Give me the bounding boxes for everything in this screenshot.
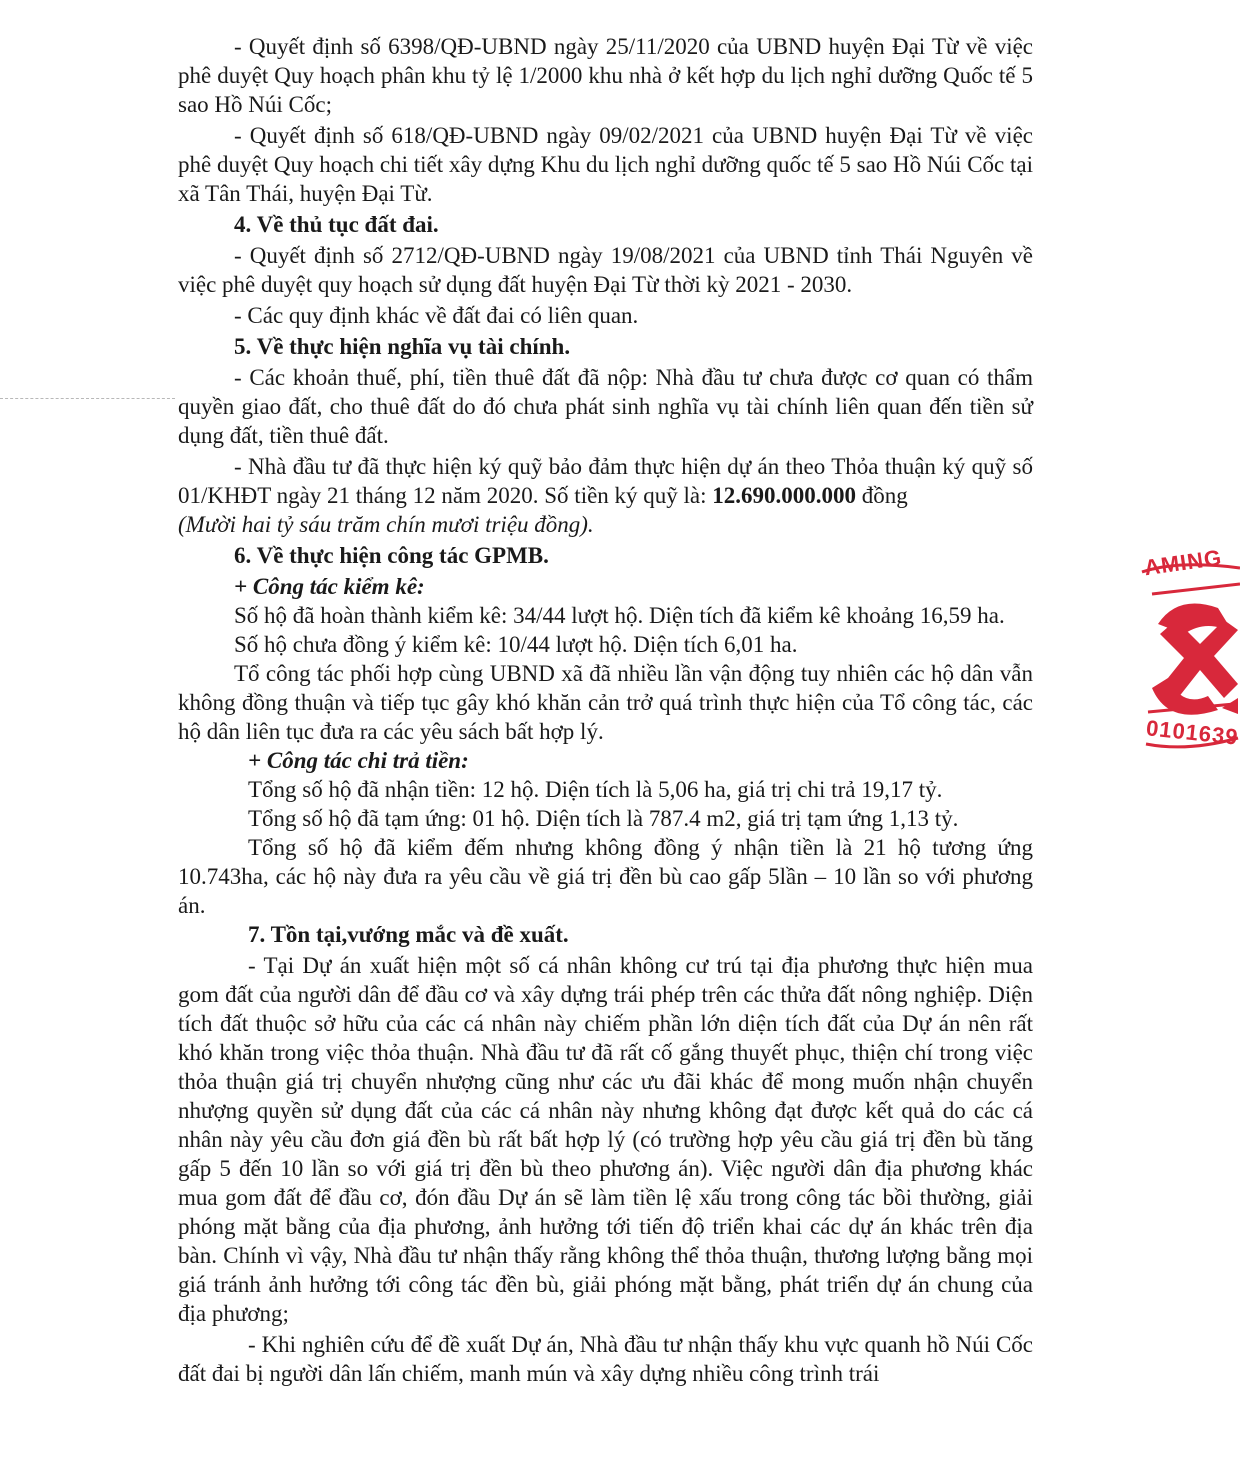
paragraph-payment-advance: Tổng số hộ đã tạm ứng: 01 hộ. Diện tích là 787.4 m2, giá trị tạm ứng 1,13 tỷ.: [248, 806, 959, 831]
subheading-inventory: + Công tác kiểm kê:: [234, 574, 425, 599]
seal-top-text: AMING: [1142, 544, 1224, 581]
paragraph-decision-2712: - Quyết định số 2712/QĐ-UBND ngày 19/08/2021 của UBND tỉnh Thái Nguyên về việc phê duyệt quy hoạch sử dụng đất huyện Đại Từ thời kỳ 2021 - 2030.: [178, 243, 1033, 297]
red-company-seal: [1138, 538, 1240, 770]
section-heading-7: 7. Tồn tại,vướng mắc và đề xuất.: [248, 922, 569, 947]
paragraph-decision-6398: - Quyết định số 6398/QĐ-UBND ngày 25/11/2020 của UBND huyện Đại Từ về việc phê duyệt Quy hoạch phân khu tỷ lệ 1/2000 khu nhà ở kết hợp du lịch nghỉ dưỡng Quốc tế 5 sao Hồ Núi Cốc;: [178, 34, 1033, 117]
paragraph-other-regulations: - Các quy định khác về đất đai có liên quan.: [234, 303, 639, 328]
paragraph-work-group: Tổ công tác phối hợp cùng UBND xã đã nhiều lần vận động tuy nhiên các hộ dân vẫn không đồng thuận và tiếp tục gây khó khăn cản trở quá trình thực hiện của Tổ công tác, các hộ dân liên tục đưa ra các yêu sách bất hợp lý.: [178, 661, 1033, 744]
paragraph-inventory-done: Số hộ đã hoàn thành kiểm kê: 34/44 lượt hộ. Diện tích đã kiểm kê khoảng 16,59 ha.: [234, 603, 1005, 628]
deposit-amount-words: (Mười hai tỷ sáu trăm chín mươi triệu đồng).: [178, 512, 594, 537]
paragraph-payment-refused: Tổng số hộ đã kiểm đếm nhưng không đồng ý nhận tiền là 21 hộ tương ứng 10.743ha, các hộ này đưa ra yêu cầu về giá trị đền bù cao gấp 5lần – 10 lần so với phương án.: [178, 835, 1033, 918]
paragraph-deposit: [178, 452, 1033, 510]
seal-bottom-text: 0101639: [1144, 715, 1240, 750]
scan-artifact-line: [0, 398, 175, 399]
paragraph-issues-encroachment: - Khi nghiên cứu để đề xuất Dự án, Nhà đầu tư nhận thấy khu vực quanh hồ Núi Cốc đất đai bị người dân lấn chiếm, manh mún và xây dựng nhiều công trình trái: [178, 1332, 1033, 1386]
deposit-text: - Nhà đầu tư đã thực hiện ký quỹ bảo đảm thực hiện dự án theo Thỏa thuận ký quỹ số 01/KHĐT ngày 21 tháng 12 năm 2020. Số tiền ký quỹ là:: [178, 454, 1033, 508]
document-body: [178, 32, 1033, 1390]
section-heading-5: 5. Về thực hiện nghĩa vụ tài chính.: [234, 334, 571, 359]
section-heading-6: 6. Về thực hiện công tác GPMB.: [234, 543, 549, 568]
paragraph-inventory-pending: Số hộ chưa đồng ý kiểm kê: 10/44 lượt hộ. Diện tích 6,01 ha.: [234, 632, 798, 657]
paragraph-taxes-fees: - Các khoản thuế, phí, tiền thuê đất đã nộp: Nhà đầu tư chưa được cơ quan có thẩm quyền giao đất, cho thuê đất do đó chưa phát sinh nghĩa vụ tài chính liên quan đến tiền sử dụng đất, tiền thuê đất.: [178, 365, 1033, 448]
paragraph-payment-received: Tổng số hộ đã nhận tiền: 12 hộ. Diện tích là 5,06 ha, giá trị chi trả 19,17 tỷ.: [248, 777, 943, 802]
deposit-amount: 12.690.000.000: [712, 483, 857, 508]
paragraph-issues-speculation: - Tại Dự án xuất hiện một số cá nhân không cư trú tại địa phương thực hiện mua gom đất của người dân để đầu cơ và xây dựng trái phép trên các thửa đất nông nghiệp. Diện tích đất thuộc sở hữu của các cá nhân này chiếm phần lớn diện tích đất của Dự án nên rất khó khăn trong việc thỏa thuận. Nhà đầu tư đã rất cố gắng thuyết phục, thiện chí trong việc thỏa thuận giá trị chuyển nhượng cũng như các ưu đãi khác để mong muốn nhận chuyển nhượng quyền sử dụng đất của các cá nhân này nhưng không đạt được kết quả do các cá nhân này yêu cầu đơn giá đền bù rất bất hợp lý (có trường hợp yêu cầu giá trị đền bù tăng gấp 5 đến 10 lần so với giá trị đền bù theo phương án). Việc người dân địa phương khác mua gom đất để đầu cơ, đón đầu Dự án sẽ làm tiền lệ xấu trong công tác bồi thường, giải phóng mặt bằng của địa phương, ảnh hưởng tới tiến độ triển khai các dự án khác trên địa bàn. Chính vì vậy, Nhà đầu tư nhận thấy rằng không thể thỏa thuận, thương lượng bằng mọi giá tránh ảnh hưởng tới công tác đền bù, giải phóng mặt bằng, phát triển dự án chung của địa phương;: [178, 953, 1033, 1326]
paragraph-decision-618: - Quyết định số 618/QĐ-UBND ngày 09/02/2021 của UBND huyện Đại Từ về việc phê duyệt Quy hoạch chi tiết xây dựng Khu du lịch nghỉ dưỡng quốc tế 5 sao Hồ Núi Cốc tại xã Tân Thái, huyện Đại Từ.: [178, 123, 1033, 206]
subheading-payment: + Công tác chi trả tiền:: [248, 748, 469, 773]
section-heading-4: 4. Về thủ tục đất đai.: [234, 212, 439, 237]
deposit-unit: đồng: [856, 483, 908, 508]
